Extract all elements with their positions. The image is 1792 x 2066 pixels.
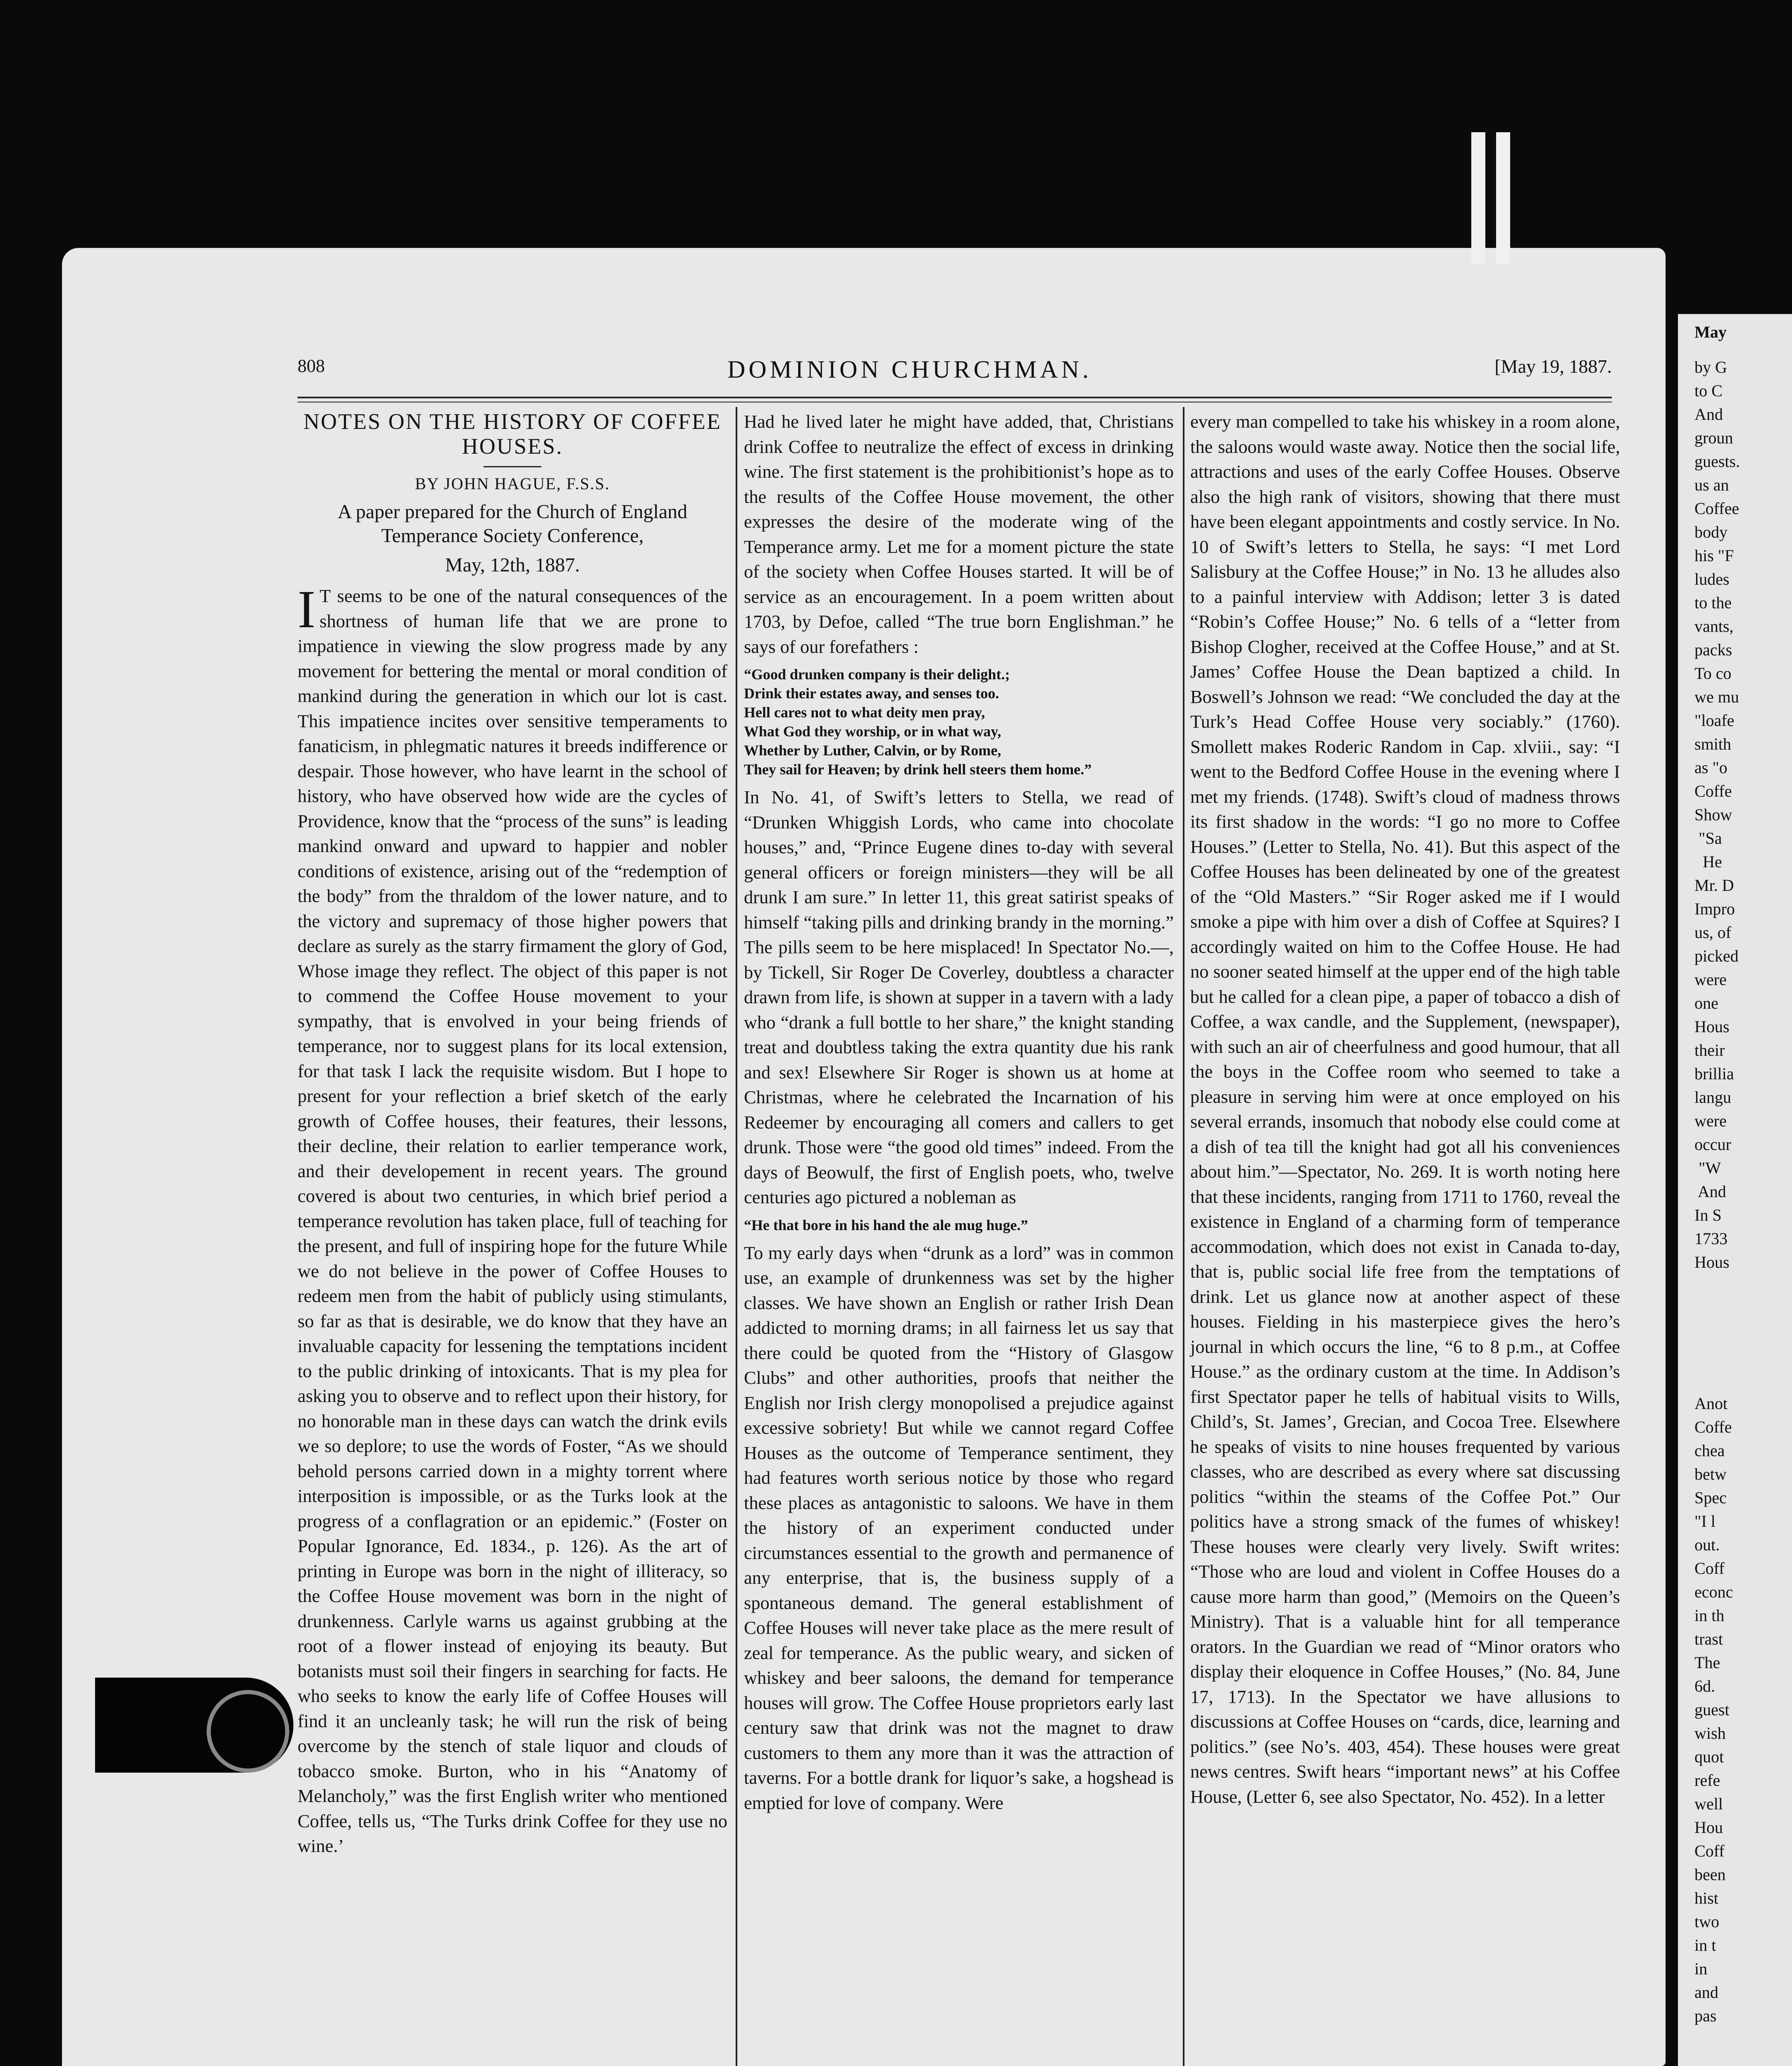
title-rule: [484, 466, 541, 467]
issue-date: [May 19, 1887.: [1494, 356, 1612, 377]
article-title: NOTES ON THE HISTORY OF COFFEE HOUSES.: [303, 409, 722, 459]
scan-mark: [1471, 132, 1485, 264]
poem-line: Hell cares not to what deity men pray,: [744, 704, 985, 721]
column-divider: [736, 407, 737, 2066]
poem-line: They sail for Heaven; by drink hell steers them home.”: [744, 761, 1092, 778]
poem-quote: [744, 665, 1174, 779]
column-1-text: T seems to be one of the natural consequences of the shortness of human life that we are prone to impatience in viewing the slow progress made by any movement for bettering the mental or moral condition of mankind during the generation in which our lot is cast. This impatience incites over sensitive temperaments to fanaticism, in phlegmatic natures it breeds indifference or despair. Those however, who have learnt in the school of history, who have observed how wide are the cycles of Providence, know that the “process of the suns” is leading mankind onward and upward to happier and nobler conditions of existence, arising out of the “redemption of the body” from the thraldom of the lower nature, and to the victory and supremacy of those higher powers that declare as surely as the starry firmament the glory of God, Whose image they reflect. The object of this paper is not to commend the Coffee House movement to your sympathy, that is envolved in your being friends of temperance, nor to suggest plans for its local extension, for that task I lack the requisite wisdom. But I hope to present for your reflection a brief sketch of the early growth of Coffee houses, their features, their lessons, their decline, their relation to earlier temperance work, and their developement in recent years. The ground covered is about two centuries, in which brief period a temperance revolution has taken place, full of teaching for the present, and full of inspiring hope for the future While we do not believe in the power of Coffee Houses to redeem men from the habit of publicly using stimulants, so far as that is desirable, we do know that they have an invaluable capacity for lessening the temptations incident to the public drinking of intoxicants. That is my plea for asking you to observe and to reflect upon their history, for no honorable man in these days can watch the drink evils we so deplore; to use the words of Foster, “As we should behold persons carried down in a mighty torrent where interposition is impossible, or as the Turks look at the progress of a conflagration or an epidemic.” (Foster on Popular Ignorance, Ed. 1834., p. 126). As the art of printing in Europe was born in the night of illiteracy, so the Coffee House movement was born in the night of drunkenness. Carlyle warns us against grubbing at the root of a flower instead of enjoying its beauty. But botanists must soil their fingers in searching for facts. He who seeks to know the early life of Coffee Houses will find it an uncleanly task; he will run the risk of being overcome by the stench of stale liquor and clouds of tobacco smoke. Burton, who in his “Anatomy of Melancholy,” was the first English writer who mentioned Coffee, tells us, “The Turks drink Coffee for they use no wine.’: [298, 586, 727, 1856]
poem-line: What God they worship, or in what way,: [744, 723, 1001, 740]
article-byline: BY JOHN HAGUE, F.S.S.: [415, 474, 610, 493]
article-description: A paper prepared for the Church of England Temperance Society Conference,: [337, 500, 688, 547]
header-rule: [298, 397, 1612, 398]
journal-title: DOMINION CHURCHMAN.: [727, 356, 1092, 383]
right-page-header: May: [1694, 323, 1727, 341]
column-divider: [1183, 407, 1184, 2066]
column-2-text-b: In No. 41, of Swift’s letters to Stella, we read of “Drunken Whiggish Lords, who came into chocolate houses,” and, “Prince Eugene dines to-day with several general officers or foreign ministers—they will be all drunk I am sure.” In letter 11, this great satirist speaks of himself “taking pills and drinking brandy in the morning.” The pills seem to be here misplaced! In Spectator No.—, by Tickell, Sir Roger De Coverley, doubtless a character drawn from life, is shown at supper in a tavern with a lady who “drank a full bottle to her share,” the knight standing treat and doubtless taking the extra quantity due his rank and sex! Elsewhere Sir Roger is shown us at home at Christmas, where he celebrated the Incarnation of his Redeemer by encouraging all comers and callers to get drunk. Those were “the good old times” indeed. From the days of Beowulf, the first of English poets, who, twelve centuries ago pictured a nobleman as: [744, 787, 1174, 1207]
column-1: [298, 409, 727, 1859]
page-header: [298, 355, 1612, 384]
column-3: [1190, 409, 1620, 1809]
column-2-text-a: Had he lived later he might have added, that, Christians drink Coffee to neutralize the effect of excess in drinking wine. The first statement is the prohibitionist’s hope as to the results of the Coffee House movement, the other expresses the desire of the moderate wing of the Temperance army. Let me for a moment picture the state of the society when Coffee Houses started. It will be of service as an encouragement. In a poem written about 1703, by Defoe, called “The true born Englishman.” he says of our forefathers :: [744, 411, 1174, 657]
column-3-text: every man compelled to take his whiskey in a room alone, the saloons would waste away. Notice then the social life, attractions and uses of the early Coffee Houses. Observe also the high rank of visitors, showing that there must have been elegant appointments and costly service. In No. 10 of Swift’s letters to Stella, he says: “I met Lord Salisbury at the Coffee House;” in No. 13 he alludes also to a painful interview with Addison; letter 3 is dated “Robin’s Coffee House;” No. 6 tells of a “letter from Bishop Clogher, received at the Coffee House,” and at St. James’ Coffee House the Dean baptized a child. In Boswell’s Johnson we read: “We concluded the day at the Turk’s Head Coffee House very sociably.” (1760). Smollett makes Roderic Random in Cap. xlviii., say: “I went to the Bedford Coffee House in the evening where I met my friends. (1748). Swift’s cloud of madness throws its first shadow in the words: “I go no more to Coffee Houses.” (Letter to Stella, No. 41). But this aspect of the Coffee Houses has been delineated by one of the greatest of the “Old Masters.” “Sir Roger asked me if I would smoke a pipe with him over a dish of Coffee at Squires? I accordingly waited on him to the Coffee House. He had no sooner seated himself at the upper end of the high table but he called for a clean pipe, a paper of tobacco a dish of Coffee, a wax candle, and the Supplement, (newspaper), with such an air of cheerfulness and good humour, that all the boys in the Coffee room who seemed to take a pleasure in serving him were at once employed on his several errands, insomuch that nobody else could come at a dish of tea till the knight had got all his conveniences about him.”—Spectator, No. 269. It is worth noting here that these incidents, ranging from 1711 to 1760, reveal the existence in England of a charming form of temperance accommodation, which does not exist in Canada to-day, that is, public social life free from the temptations of drink. Let us glance now at another aspect of these houses. Fielding in his masterpiece gives the hero’s journal in which occurs the line, “6 to 8 p.m., at Coffee House.” as the ordinary custom at the time. In Addison’s first Spectator paper he tells of habitual visits to Wills, Child’s, St. James’, Grecian, and Cocoa Tree. Elsewhere he speaks of visits to nine houses frequented by various classes, who are described as every where sat discussing politics “within the steams of the Coffee Pot.” Our politics have a strong smack of the fumes of whiskey! These houses were clearly very lively. Swift writes: “Those who are loud and violent in Coffee Houses do a cause more harm than good,” (Memoirs on the Queen’s Ministry). That is a valuable hint for all temperance orators. In the Guardian we read of “Minor orators who display their eloquence in Coffee Houses,” (No. 84, June 17, 1713). In the Spectator we have allusions to discussions at Coffee Houses on “cards, dice, learning and politics.” (see No’s. 403, 454). These houses were great news centres. Swift hears “important news” at his Coffee House, (Letter 6, see also Spectator, No. 452). In a letter: [1190, 411, 1620, 1807]
drop-cap: I: [298, 580, 316, 639]
scanner-thumb-ring: [207, 1690, 289, 1773]
ale-quote: “He that bore in his hand the ale mug huge.”: [744, 1216, 1028, 1233]
right-page-text: by G to C And groun guests. us an Coffee body his "F ludes to the vants, packs To co we mu "loafe smith as "o Coffe Show "Sa He Mr. D Impro us, of picked were one Hous their brillia langu were occur "W And In S 1733 Hous Anot Coffe chea betw Spec "I l out. Coff econc in th trast The 6d. guest wish quot refe well Hou Coff been hist two in t in and pas: [1694, 358, 1740, 2025]
scan-mark: [1496, 132, 1510, 264]
page-number: 808: [298, 356, 325, 376]
column-2-text-c: To my early days when “drunk as a lord” was in common use, an example of drunkenness was set by the higher classes. We have shown an English or rather Irish Dean addicted to morning drams; in all fairness let us say that there could be quoted from the “History of Glasgow Clubs” and other authorities, proofs that neither the English nor Irish clergy monopolised a prejudice against excessive sobriety! But while we cannot regard Coffee Houses as the outcome of Temperance sentiment, they had features worth serious notice by those who regard these places as antagonistic to saloons. We have in them the history of an experiment conducted under circumstances essential to the growth and permanence of any enterprise, that is, the business supply of a spontaneous demand. The general establishment of Coffee Houses will never take place as the mere result of zeal for temperance. As the public weary, and sicken of whiskey and beer saloons, the demand for temperance houses will grow. The Coffee House proprietors early last century saw that drink was not the magnet to draw customers to them any more than it was the attraction of taverns. For a bottle drank for liquor’s sake, a hogshead is emptied for love of company. Were: [744, 1242, 1174, 1813]
column-2: [744, 409, 1174, 1815]
poem-line: Whether by Luther, Calvin, or by Rome,: [744, 742, 1001, 759]
poem-line: “Good drunken company is their delight.;: [744, 666, 1010, 683]
right-page-fragment: [1678, 314, 1792, 2066]
article-paragraph: [298, 580, 727, 1859]
poem-line: Drink their estates away, and senses too.: [744, 685, 999, 702]
article-date: May, 12th, 1887.: [445, 554, 580, 576]
